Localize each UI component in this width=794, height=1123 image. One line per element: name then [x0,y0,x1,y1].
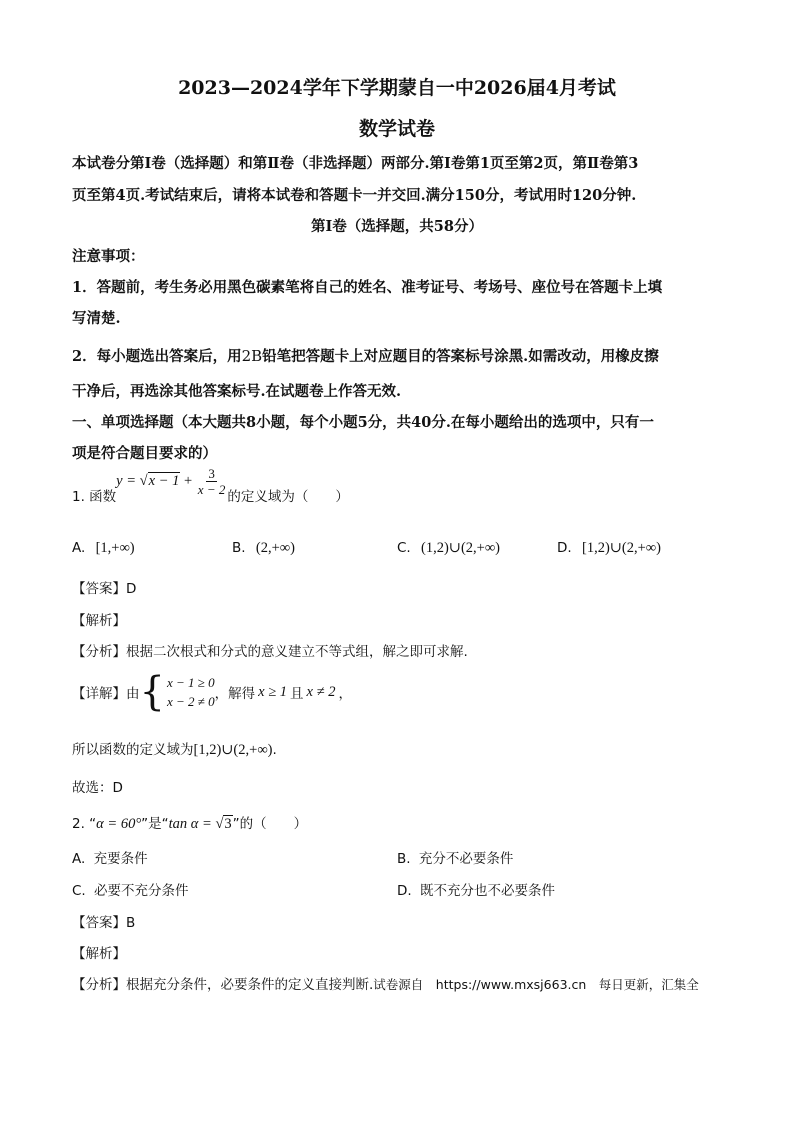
q1-option-a: A. [1,+∞) [72,540,135,556]
q1-analysis-tag: 【解析】 [72,613,126,629]
page-title: 2023—2024学年下学期蒙自一中2026届4月考试 [178,77,616,99]
source-watermark: 试卷源自 https://www.mxsj663.cn 每日更新，汇集全 [373,977,699,992]
section-heading: 第Ⅰ卷（选择题，共58分） [311,218,483,235]
q2-analysis-tag: 【解析】 [72,946,126,962]
part1-heading-line-1: 一、单项选择题（本大题共8小题，每个小题5分，共40分.在每小题给出的选项中，只有一 [72,414,654,431]
q1-analysis: 【分析】根据二次根式和分式的意义建立不等式组，解之即可求解. [72,644,468,660]
q2-option-d: D. 既不充分也不必要条件 [397,883,555,899]
note-1-line-1: 1．答题前，考生务必用黑色碳素笔将自己的姓名、准考证号、考场号、座位号在答题卡上填 [72,279,663,296]
q2-option-c: C. 必要不充分条件 [72,883,189,899]
q1-fraction: $\frac{3}{x - 2}$ [197,466,226,497]
intro-line-1: 本试卷分第Ⅰ卷（选择题）和第Ⅱ卷（非选择题）两部分.第Ⅰ卷第1页至第2页，第Ⅱ卷第3 [72,155,639,172]
part1-heading-line-2: 项是符合题目要求的） [72,445,217,462]
q1-inequality-system: { x − 1 ≥ 0 x − 2 ≠ 0 [139,669,215,715]
q1-option-d: D. [1,2)∪(2,+∞) [557,540,661,556]
note-2-line-2: 干净后，再选涂其他答案标号.在试题卷上作答无效. [72,383,402,400]
q1-conclusion: 所以函数的定义域为[1,2)∪(2,+∞). [72,742,277,758]
q1-function: y = √x − 1 + $\frac{3}{x - 2}$ [116,466,226,497]
note-2-line-1: 2．每小题选出答案后，用2B铅笔把答题卡上对应题目的答案标号涂黑.如需改动，用橡皮擦 [72,347,659,365]
q1-choose: 故选：D [72,780,123,796]
page-subtitle: 数学试卷 [358,118,435,140]
notes-heading: 注意事项： [72,248,145,265]
note-1-line-2: 写清楚. [72,310,121,327]
q1-detail: 【详解】由 { x − 1 ≥ 0 x − 2 ≠ 0 ，解得 x ≥ 1 且 x ≠ 2 ， [72,669,352,715]
q2-answer: 【答案】B [72,915,136,931]
question-2-stem: 2. “α = 60°”是“tan α = √3”的（ ） [72,816,308,832]
q2-option-a: A. 充要条件 [72,851,148,867]
q1-option-c: C. (1,2)∪(2,+∞) [397,540,500,556]
intro-line-2: 页至第4页.考试结束后，请将本试卷和答题卡一并交回.满分150分，考试用时120分钟. [72,187,637,204]
q1-option-b: B. (2,+∞) [232,540,295,556]
question-1-stem: 1. 函数 y = √x − 1 + $\frac{3}{x - 2}$ 的定义域为（ ） [72,466,349,505]
q2-option-b: B. 充分不必要条件 [397,851,514,867]
q2-analysis-line: 【分析】根据充分条件，必要条件的定义直接判断.试卷源自 https://www.mxsj663.cn 每日更新，汇集全 [72,977,699,993]
pencil-grade: 2B [241,347,263,365]
q1-answer: 【答案】D [72,581,137,597]
